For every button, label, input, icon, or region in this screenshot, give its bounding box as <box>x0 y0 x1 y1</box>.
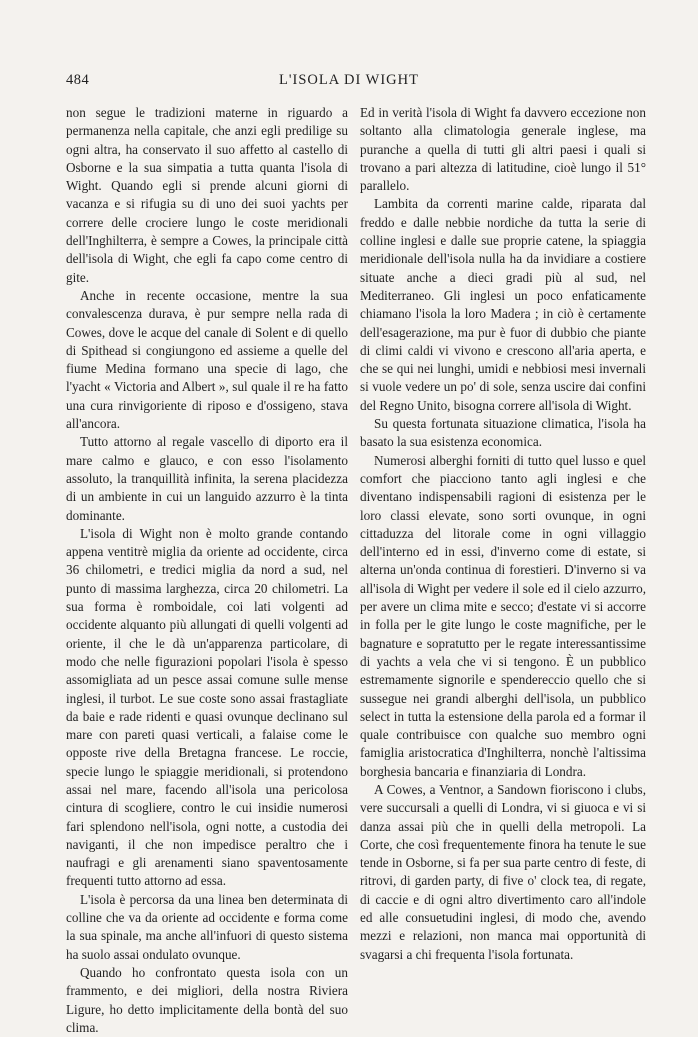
paragraph: Numerosi alberghi forniti di tutto quel lusso e quel comfort che piacciono tanto agli inglesi e che diventano indispensabili ragioni di esistenza per le loro classi elevate, sono sorti ovunque, in ogni cittaduzza del litorale come in ogni villaggio dell'interno ed in essi, d'inverno come di estate, si alterna un'onda continua di forestieri. D'inverno si va all'isola di Wight per vedere il sole ed il cielo azzurro, per avere un clima mite e secco; d'estate vi si accorre in folla per le gite lungo le coste magnifiche, per le bagnature e sopratutto per le regate interessantissime di yachts a vela che vi si tengono. È un pubblico estremamente signorile e spendereccio quello che si sussegue nei grandi alberghi dell'isola, un pubblico select in tutta la estensione della parola ed a formar il quale contribuisce con qualche suo membro ogni famiglia aristocratica d'Inghilterra, nonchè l'altissima borghesia bancaria e finanziaria di Londra. <box>360 452 646 779</box>
right-column <box>360 104 646 964</box>
page-header <box>66 72 632 94</box>
paragraph: L'isola di Wight non è molto grande contando appena ventitrè miglia da oriente ad occidente, circa 36 chilometri, e tredici miglia da nord a sud, nel punto di massima larghezza, circa 20 chilometri. La sua forma è romboidale, coi lati volgenti ad occidente alquanto più allungati di quelli volgenti ad oriente, il che le dà un'apparenza particolare, di modo che nelle figurazioni popolari l'isola è spesso assomigliata ad un pesce assai comune sulle mense inglesi, il turbot. Le sue coste sono assai frastagliate da baie e rade ridenti e quasi ovunque declinano sul mare con pareti quasi verticali, a falaise come le opposte rive della Bretagna francese. Le roccie, specie lungo le spiaggie meridionali, si protendono assai nel mare, facendo all'isola una pericolosa cintura di scogliere, contro le cui insidie numerosi fari splendono nell'isola, ogni notte, a custodia dei naviganti, il che non impedisce peraltro che i naufragi e gli arenamenti siano spaventosamente frequenti tutto attorno ad essa. <box>66 525 348 889</box>
paragraph: L'isola è percorsa da una linea ben determinata di colline che va da oriente ad occidente e forma come la sua spinale, ma anche all'infuori di questo sistema ha suolo assai ondulato ovunque. <box>66 891 348 962</box>
paragraph: Ed in verità l'isola di Wight fa davvero eccezione non soltanto alla climatologia generale inglese, ma puranche a quella di tutti gli altri paesi i quali si trovano a pari altezza di latitudine, cioè lungo il 51° parallelo. <box>360 105 646 194</box>
left-column <box>66 104 348 1037</box>
paragraph: Su questa fortunata situazione climatica, l'isola ha basato la sua esistenza economica. <box>360 416 646 450</box>
paragraph: non segue le tradizioni materne in riguardo a permanenza nella capitale, che anzi egli predilige su ogni altra, ha conservato il suo affetto al castello di Osborne e la sua simpatia a tutta quanta l'isola di Wight. Quando egli si prende alcuni giorni di vacanza e si rifugia su di uno dei suoi yachts per correre delle crociere lungo le coste meridionali dell'Inghilterra, è sempre a Cowes, la principale città dell'isola di Wight, che egli fa capo come centro di gite. <box>66 105 348 285</box>
paragraph: Anche in recente occasione, mentre la sua convalescenza durava, è pur sempre nella rada di Cowes, dove le acque del canale di Solent e di quello di Spithead si congiungono ed assieme a quelle del fiume Medina formano una specie di lago, che l'yacht « Victoria and Albert », sul quale il re ha fatto una cura rinvigoriente di riposo e d'ossigeno, stava all'ancora. <box>66 287 348 432</box>
running-title: L'ISOLA DI WIGHT <box>279 72 419 88</box>
paragraph: Tutto attorno al regale vascello di diporto era il mare calmo e glauco, e con esso l'isolamento assoluto, la tranquillità infinita, la serena placidezza di un ambiente in cui un languido azzurro è la tinta dominante. <box>66 434 348 523</box>
paragraph: Quando ho confrontato questa isola con un frammento, e dei migliori, della nostra Riviera Ligure, ho detto implicitamente della bontà del suo clima. <box>66 964 348 1035</box>
page-number: 484 <box>66 72 90 88</box>
paragraph: A Cowes, a Ventnor, a Sandown fioriscono i clubs, vere succursali a quelli di Londra, vi si giuoca e vi si danza assai più che in quelli della metropoli. La Corte, che così frequentemente finora ha tenute le sue tende in Osborne, si fa per sua parte centro di feste, di ritrovi, di garden party, di five o' clock tea, di regate, di caccie e di ogni altro divertimento caro all'indole ed alle consuetudini inglesi, di modo che, avendo mezzi e relazioni, non manca mai opportunità di svagarsi a chi frequenta l'isola fortunata. <box>360 781 646 962</box>
paragraph: Lambita da correnti marine calde, riparata dal freddo e dalle nebbie nordiche da tutta la serie di colline inglesi e dalle sue proprie catene, la spiaggia meridionale dell'isola nulla ha da invidiare a costiere situate anche a dieci gradi più al sud, nel Mediterraneo. Gli inglesi un poco enfaticamente chiamano l'isola la loro Madera ; in ciò è certamente dell'esagerazione, ma pur è fuor di dubbio che piante di climi caldi vi vivono e crescono all'aria aperta, e che se qui nei lunghi, umidi e nebbiosi mesi invernali si vuole vedere un po' di sole, senza uscire dai confini del Regno Unito, bisogna correre all'isola di Wight. <box>360 196 646 413</box>
